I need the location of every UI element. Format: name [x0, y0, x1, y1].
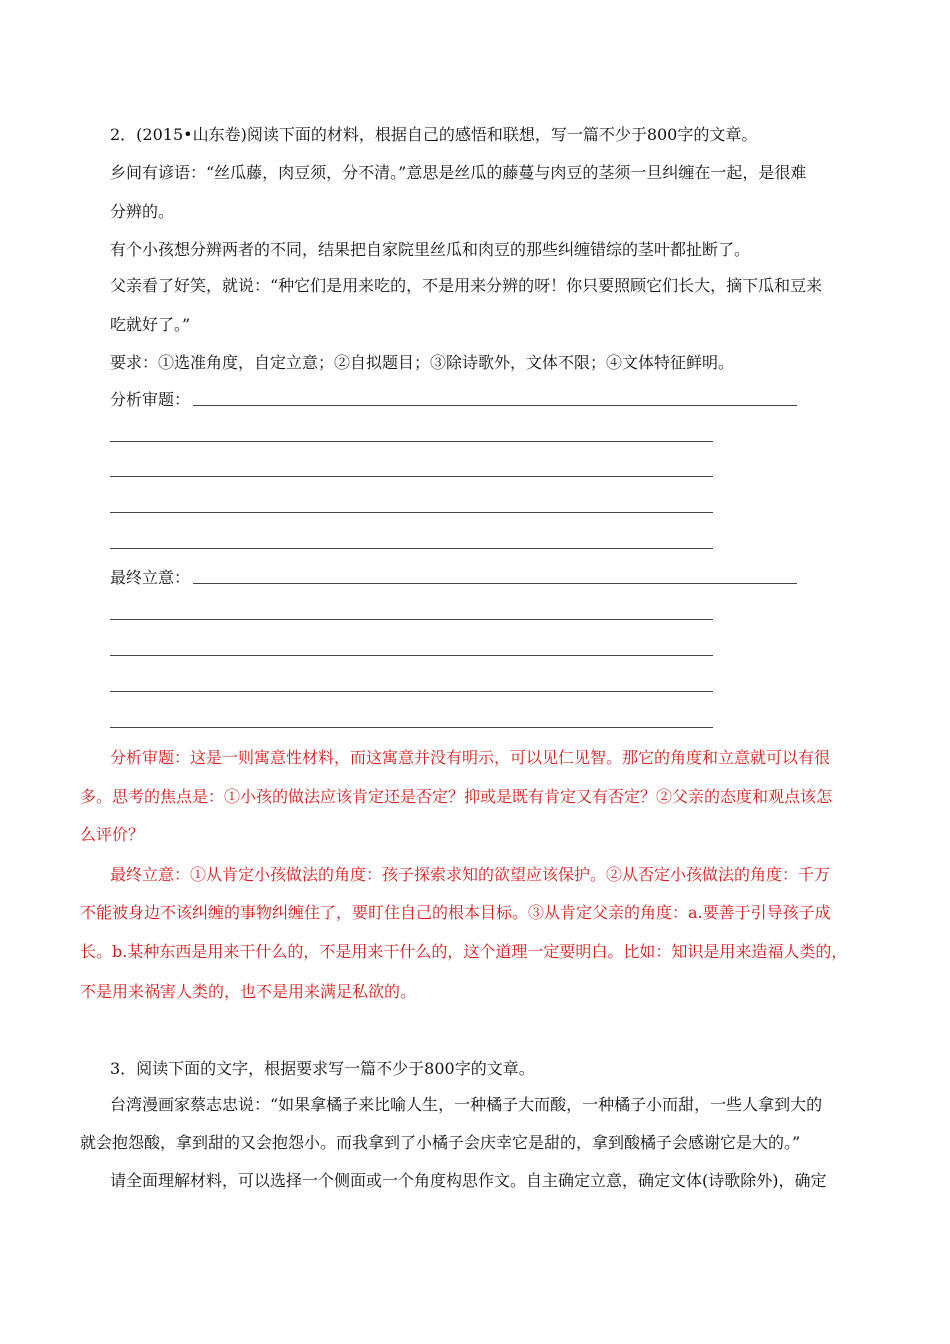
q3-para2-line1: 请全面理解材料，可以选择一个侧面或一个角度构思作文。自主确定立意，确定文体(诗歌除外)，确定	[110, 1171, 827, 1190]
q3-heading: 3．阅读下面的文字，根据要求写一篇不少于800字的文章。	[110, 1059, 535, 1078]
q2-para1-line2: 分辨的。	[110, 202, 175, 221]
answer-analysis-line1: 分析审题：这是一则寓意性材料，而这寓意并没有明示，可以见仁见智。那它的角度和立意就可以有很	[110, 748, 831, 767]
answer-final-line3: 长。b.某种东西是用来干什么的，不是用来干什么的，这个道理一定要明白。比如：知识是用来造福人类的，	[80, 942, 848, 961]
q2-requirement: 要求：①选准角度，自定立意；②自拟题目；③除诗歌外，文体不限；④文体特征鲜明。	[110, 353, 735, 372]
q2-para2: 有个小孩想分辨两者的不同，结果把自家院里丝瓜和肉豆的那些纠缠错综的茎叶都扯断了。	[110, 240, 751, 259]
analysis-label: 分析审题：	[110, 390, 191, 409]
analysis-blank-line-4[interactable]	[110, 512, 713, 513]
analysis-blank-line-5[interactable]	[110, 548, 713, 549]
q3-para1-line2: 就会抱怨酸，拿到甜的又会抱怨小。而我拿到了小橘子会庆幸它是甜的，拿到酸橘子会感谢它是大的。”	[80, 1133, 801, 1152]
final-blank-line-5[interactable]	[110, 727, 713, 728]
answer-analysis-line3: 么评价？	[80, 825, 145, 844]
final-blank-line-1[interactable]	[193, 583, 797, 584]
q2-para1-line1: 乡间有谚语：“丝瓜藤，肉豆须，分不清。”意思是丝瓜的藤蔓与肉豆的茎须一旦纠缠在一起，是很难	[110, 163, 807, 182]
q2-para3-line1: 父亲看了好笑，就说：“种它们是用来吃的，不是用来分辨的呀！你只要照顾它们长大，摘下瓜和豆来	[110, 276, 823, 295]
q2-heading: 2．(2015•山东卷)阅读下面的材料，根据自己的感悟和联想，写一篇不少于800字的文章。	[110, 125, 758, 144]
analysis-blank-line-2[interactable]	[110, 441, 713, 442]
analysis-blank-line-1[interactable]	[193, 405, 797, 406]
final-label: 最终立意：	[110, 568, 191, 587]
answer-analysis-line2: 多。思考的焦点是：①小孩的做法应该肯定还是否定？抑或是既有肯定又有否定？②父亲的态度和观点该怎	[80, 787, 833, 806]
analysis-blank-line-3[interactable]	[110, 476, 713, 477]
answer-final-line2: 不能被身边不该纠缠的事物纠缠住了，要盯住自己的根本目标。③从肯定父亲的角度：a.要善于引导孩子成	[80, 903, 831, 922]
q2-para3-line2: 吃就好了。”	[110, 315, 191, 334]
answer-final-line1: 最终立意：①从肯定小孩做法的角度：孩子探索求知的欲望应该保护。②从否定小孩做法的角度：千万	[110, 865, 831, 884]
final-blank-line-2[interactable]	[110, 619, 713, 620]
q3-para1-line1: 台湾漫画家蔡志忠说：“如果拿橘子来比喻人生，一种橘子大而酸，一种橘子小而甜，一些人拿到大的	[110, 1095, 823, 1114]
final-blank-line-3[interactable]	[110, 655, 713, 656]
final-blank-line-4[interactable]	[110, 691, 713, 692]
answer-final-line4: 不是用来祸害人类的，也不是用来满足私欲的。	[80, 982, 417, 1001]
